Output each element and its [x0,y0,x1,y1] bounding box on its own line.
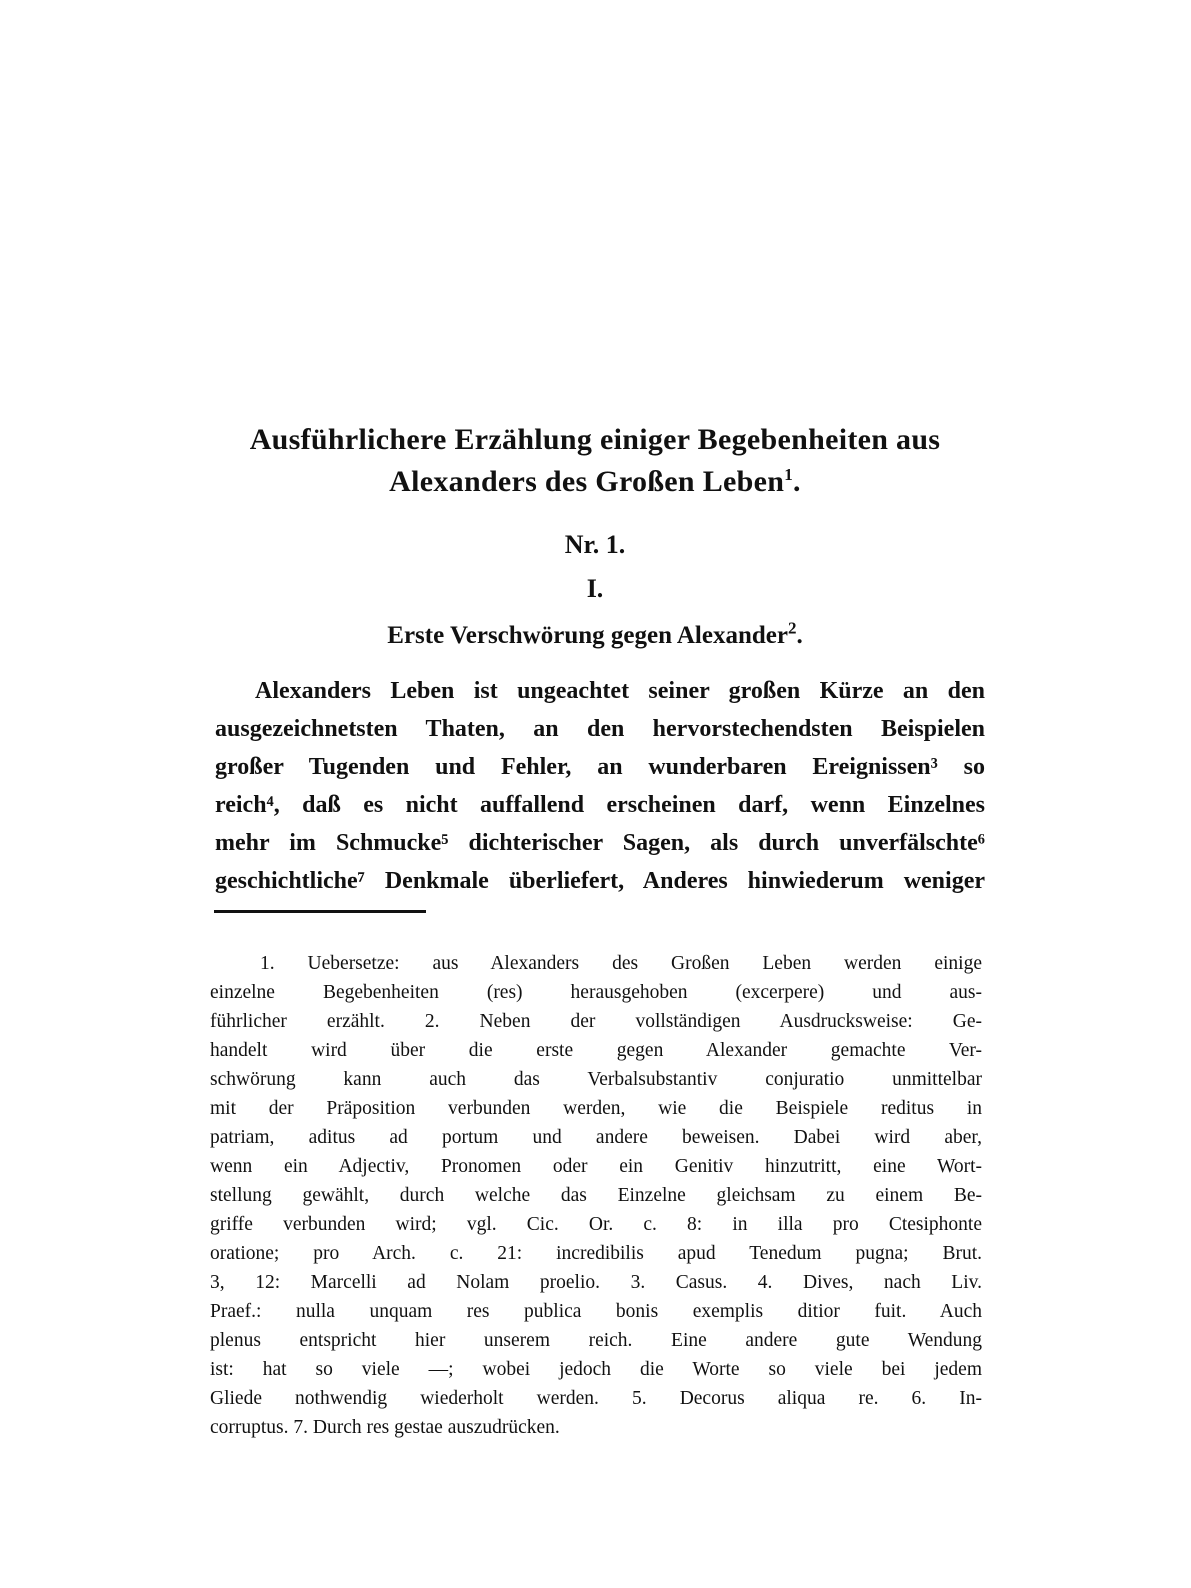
footnote-text-line: Praef.: nulla unquam res publica bonis exemplis ditior fuit. Auch [210,1301,982,1322]
chapter-title-line-1 [200,420,990,460]
footnote-text-line: 3, 12: Marcelli ad Nolam proelio. 3. Casus. 4. Dives, nach Liv. [210,1272,982,1293]
chapter-title-line-2 [200,462,990,502]
footnote-text-line: oratione; pro Arch. c. 21: incredibilis apud Tenedum pugna; Brut. [210,1243,982,1264]
body-text-line: Alexanders Leben ist ungeachtet seiner großen Kürze an den [255,678,985,704]
footnote-text-line: griffe verbunden wird; vgl. Cic. Or. c. 8: in illa pro Ctesiphonte [210,1214,982,1235]
subtitle-period: . [796,622,803,649]
footnote-text-line: patriam, aditus ad portum und andere beweisen. Dabei wird aber, [210,1127,982,1148]
footnote-text-line: mit der Präposition verbunden werden, wie die Beispiele reditus in [210,1098,982,1119]
body-text-line: großer Tugenden und Fehler, an wunderbaren Ereignissen³ so [215,754,985,780]
footnote-text-line: stellung gewählt, durch welche das Einzelne gleichsam zu einem Be- [210,1185,982,1206]
footnote-text-line: einzelne Begebenheiten (res) herausgehoben (excerpere) und aus- [210,982,982,1003]
chapter-title-text-2: Alexanders des Großen Leben [389,465,785,498]
footnote-separator-rule [214,910,426,913]
chapter-title-text-1: Ausführlichere Erzählung einiger Begebenheiten aus [249,423,941,456]
footnote-text-line: 1. Uebersetze: aus Alexanders des Großen Leben werden einige [260,953,982,974]
footnote-text-line: Gliede nothwendig wiederholt werden. 5. Decorus aliqua re. 6. In- [210,1388,982,1409]
footnote-text-line: schwörung kann auch das Verbalsubstantiv conjuratio unmittelbar [210,1069,982,1090]
footnote-mark: 2 [787,618,797,638]
section-subtitle-text: Erste Verschwörung gegen Alexander [387,622,788,649]
section-number: Nr. 1. [564,530,626,559]
footnote-mark: 1 [784,465,794,484]
body-text-line: mehr im Schmucke⁵ dichterischer Sagen, als durch unverfälschte⁶ [215,830,985,856]
body-text-line: geschichtliche⁷ Denkmale überliefert, Anderes hinwiederum weniger [215,868,985,894]
body-text-line: ausgezeichnetsten Thaten, an den hervorstechendsten Beispielen [215,716,985,742]
body-text-line: reich⁴, daß es nicht auffallend erscheinen darf, wenn Einzelnes [215,792,985,818]
footnote-text-line: führlicher erzählt. 2. Neben der vollständigen Ausdrucksweise: Ge- [210,1011,982,1032]
section-roman-numeral: I. [586,574,604,603]
footnote-text-line: handelt wird über die erste gegen Alexander gemachte Ver- [210,1040,982,1061]
title-period: . [793,465,801,498]
section-subtitle [200,618,990,650]
footnote-text-line: corruptus. 7. Durch res gestae auszudrücken. [210,1417,560,1438]
footnote-text-line: wenn ein Adjectiv, Pronomen oder ein Genitiv hinzutritt, eine Wort- [210,1156,982,1177]
footnote-text-line: ist: hat so viele —; wobei jedoch die Worte so viele bei jedem [210,1359,982,1380]
footnote-text-line: plenus entspricht hier unserem reich. Eine andere gute Wendung [210,1330,982,1351]
